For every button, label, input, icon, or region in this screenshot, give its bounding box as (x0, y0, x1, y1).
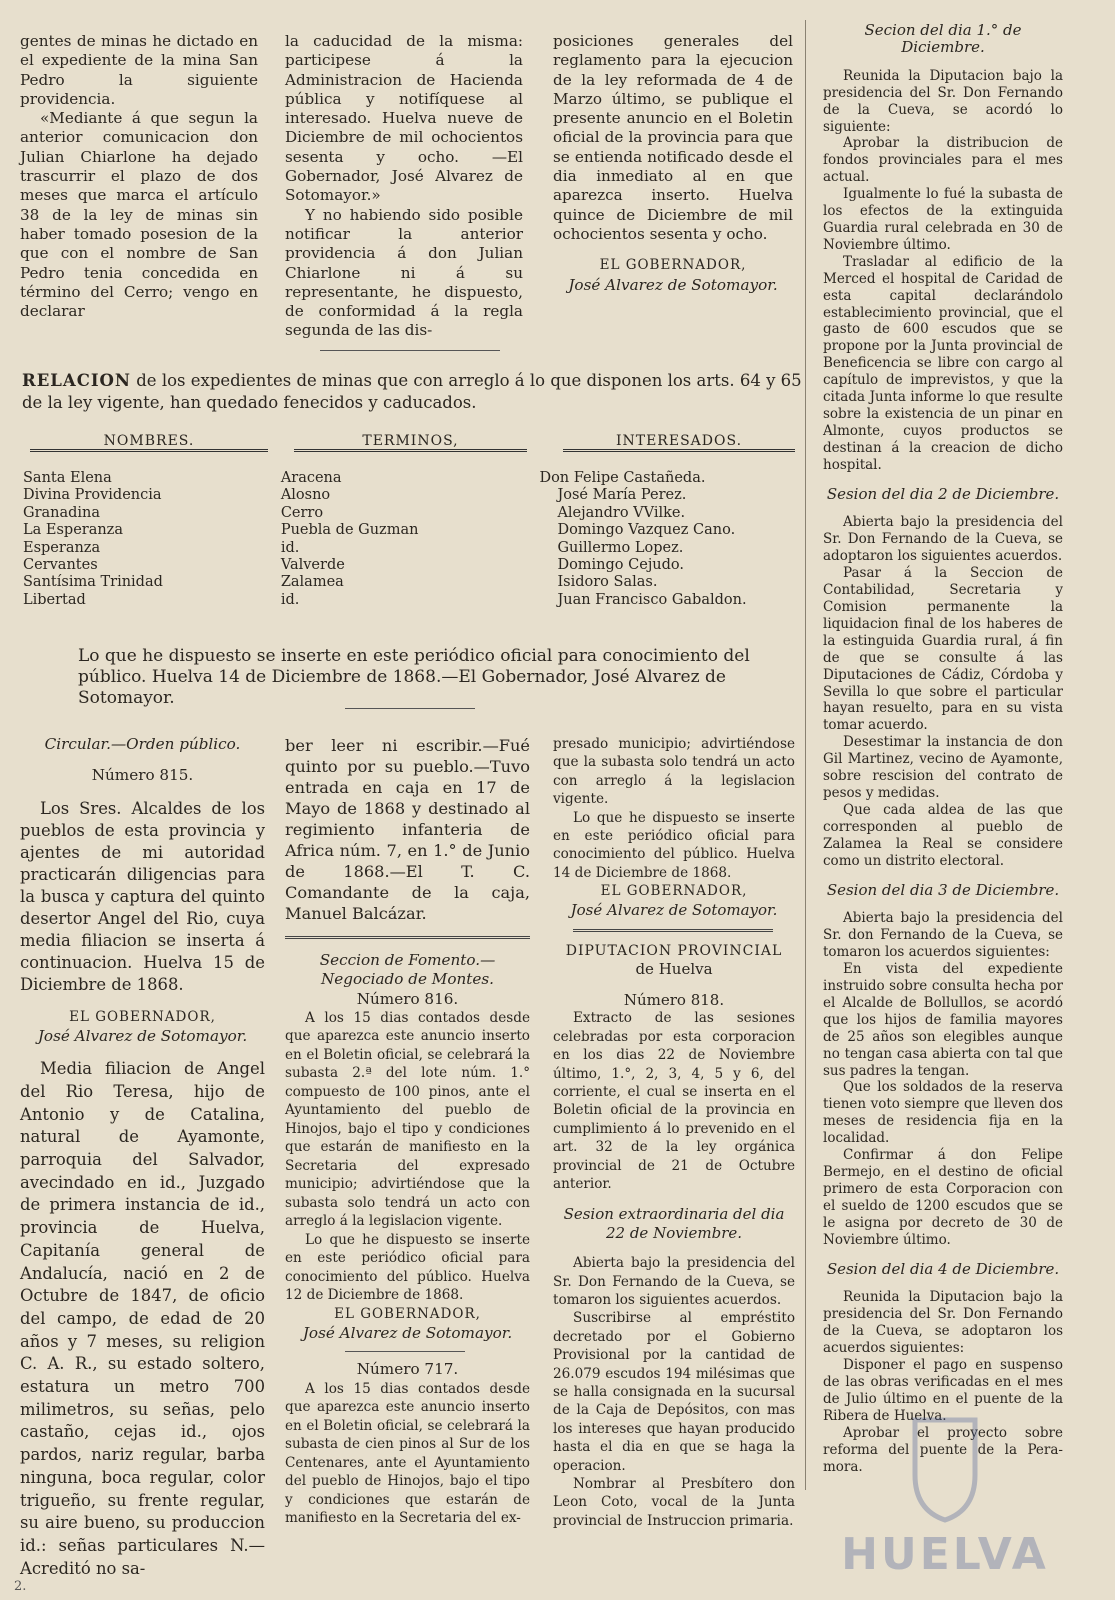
table-cell: Divina Providencia (23, 487, 162, 504)
paragraph: En vista del expediente instruido sobre consulta hecha por el Alcalde de Bollullos, se acordó que los hijos de familia mayores de 25 años son elegibles aunque no tengan casa abierta con tal que sus padres la tengan. (823, 961, 1063, 1079)
column-header-terminos: TERMINOS, (294, 433, 527, 452)
paragraph: Pasar á la Seccion de Contabilidad, Secretaria y Comision permanente la liquidacion final de los haberes de la estinguida Guardia rural, á fin de que se consulte á las Diputaciones de Cádiz, Córdoba y Sevilla lo que sobre el particular hayan resuelto, para en su vista tomar acuerdo. (823, 565, 1063, 734)
top-column-3 (553, 32, 793, 295)
section-title: Circular.—Orden público. (44, 735, 241, 753)
stamp-text: HUELVA (841, 1529, 1049, 1580)
paragraph: ber leer ni escribir.—Fué quinto por su pueblo.—Tuvo entrada en caja en 17 de Mayo de 1868 y destinado al regimiento infanteria de Africa núm. 7, en 1.° de Junio de 1868.—El T. C. Comandante de la caja, Manuel Balcázar. (285, 736, 530, 923)
table-cell: Guillermo Lopez. (557, 539, 684, 556)
section-subheading: de Huelva (635, 960, 713, 979)
paragraph: Abierta bajo la presidencia del Sr. don Fernando de la Cueva, se tomaron los acuerdos siguientes: (823, 910, 1063, 961)
top-column-2 (285, 32, 523, 341)
table-cell: Puebla de Guzman (280, 522, 419, 539)
session-heading: Secion del dia 1.° de Diciembre. (864, 21, 1022, 56)
lower-column-3 (553, 735, 795, 1530)
number-heading: Número 717. (356, 1360, 459, 1379)
paragraph: Igualmente lo fué la subasta de los efectos de la extinguida Guardia rural celebrada en 30 de Noviembre último. (823, 186, 1063, 253)
signature-title: EL GOBERNADOR, (334, 1305, 481, 1322)
right-column (823, 22, 1063, 1475)
column-header-interesados: INTERESADOS. (563, 433, 795, 452)
paragraph: A los 15 dias contados desde que aparezca este anuncio inserto en el Boletin oficial, se celebrará la subasta 2.ª del lote núm. 1.° compuesto de 100 pinos, ante el Ayuntamiento del pueblo de Hinojos, bajo el tipo y condiciones que estarán de manifiesto en la Secretaria del expresado municipio; advirtiéndose que la subasta solo tendrá un acto con arreglo á la legislacion vigente. (285, 1009, 530, 1230)
paragraph: gentes de minas he dictado en el expediente de la mina San Pedro la siguiente providencia. (20, 32, 258, 108)
table-row (23, 574, 803, 591)
column-header-nombres: NOMBRES. (30, 433, 268, 452)
paragraph: A los 15 dias contados desde que aparezca este anuncio inserto en el Boletin oficial, se celebrará la subasta de cien pinos al Sur de los Centenares, ante el Ayuntamiento del pueblo de Hinojos, bajo el tipo y condiciones que estarán de manifiesto en la Secretaria del ex- (285, 1380, 530, 1527)
table-cell: Alosno (280, 487, 331, 504)
paragraph: Lo que he dispuesto se inserte en este periódico oficial para conocimiento del público. Huelva 14 de Diciembre de 1868. (553, 809, 795, 881)
signature-title: EL GOBERNADOR, (69, 1008, 216, 1025)
column-divider (805, 20, 806, 1490)
session-heading: Sesion del dia 4 de Diciembre. (826, 1259, 1060, 1278)
signature-title: EL GOBERNADOR, (600, 883, 748, 900)
session-heading: Sesion del dia 2 de Diciembre. (826, 484, 1060, 503)
relacion-footer: Lo que he dispuesto se inserte en este periódico oficial para conocimiento del público. Huelva 14 de Diciembre de 1868.—El Gobernador, José Alvarez de Sotomayor. (78, 646, 750, 708)
table-row (23, 557, 803, 574)
table-cell: Esperanza (23, 539, 101, 556)
paragraph: Lo que he dispuesto se inserte en este periódico oficial para conocimiento del público. Huelva 12 de Diciembre de 1868. (285, 1231, 530, 1304)
signature-name: José Alvarez de Sotomayor. (37, 1026, 248, 1045)
section-title: Seccion de Fomento.—Negociado de Montes. (319, 951, 496, 989)
paragraph: Que los soldados de la reserva tienen voto siempre que lleven dos meses de residencia fija en la localidad. (823, 1079, 1063, 1147)
divider (573, 929, 773, 932)
table-cell: Zalamea (280, 574, 344, 591)
lower-column-1 (20, 735, 265, 1580)
table-cell: Don Felipe Castañeda. (539, 470, 706, 486)
table-row (23, 592, 803, 609)
table-cell: La Esperanza (23, 522, 123, 539)
section-heading: DIPUTACION PROVINCIAL (565, 943, 783, 960)
paragraph: Aprobar el proyecto sobre reforma del puente de la Pera-mora. (823, 1424, 1063, 1475)
paragraph: Abierta bajo la presidencia del Sr. Don Fernando de la Cueva, se adoptaron los siguientes acuerdos. (823, 514, 1063, 565)
paragraph: Los Sres. Alcaldes de los pueblos de esta provincia y ajentes de mi autoridad practicarán diligencias para la busca y captura del quinto desertor Angel del Rio, cuya media filiacion se inserta á continuacion. Huelva 15 de Diciembre de 1868. (20, 798, 265, 994)
number-heading: Número 818. (623, 990, 725, 1009)
paragraph: Y no habiendo sido posible notificar la anterior providencia á don Julian Chiarlone ni á su representante, he dispuesto, de conformidad á la regla segunda de las dis- (285, 205, 523, 340)
table-cell: Granadina (23, 504, 101, 521)
paragraph: Abierta bajo la presidencia del Sr. Don Fernando de la Cueva, se tomaron los siguientes acuerdos. (553, 1255, 795, 1308)
table-row (23, 487, 803, 504)
paragraph: Extracto de las sesiones celebradas por esta corporacion en los dias 22 de Noviembre último, 1.°, 2, 3, 4, 5 y 6, del corriente, el cual se inserta en el Boletin oficial de la provincia en cumplimiento á lo prevenido en el art. 32 de la ley orgánica provincial de 21 de Octubre anterior. (553, 1010, 795, 1192)
top-column-1 (20, 32, 258, 321)
table-cell: Valverde (280, 557, 345, 574)
relacion-title (22, 370, 812, 414)
paragraph: posiciones generales del reglamento para la ejecucion de la ley reformada de 4 de Marzo último, se publique el presente anuncio en el Boletin oficial de la provincia para que se entienda notificado desde el dia inmediato al en que aparezca inserto. Huelva quince de Diciembre de mil ochocientos sesenta y ocho. (553, 32, 793, 243)
archive-stamp (825, 1470, 1065, 1580)
relacion-lead: RELACION (22, 371, 131, 390)
paragraph: Aprobar la distribucion de fondos provinciales para el mes actual. (823, 135, 1063, 186)
paragraph: Que cada aldea de las que corresponden al pueblo de Zalamea la Real se considere como un distrito electoral. (823, 801, 1063, 869)
paragraph: Suscribirse al empréstito decretado por el Gobierno Provisional por la cantidad de 26.079 escudos 194 milésimas que se halla consignada en la sucursal de la Caja de Depósitos, con mas los intereses que hayan producido hasta el dia en que se haga la operacion. (553, 1310, 795, 1474)
table-cell: Domingo Cejudo. (557, 557, 685, 574)
table-cell: Santa Elena (23, 470, 112, 486)
session-heading: Sesion extraordinaria del dia 22 de Noviembre. (563, 1205, 785, 1242)
relacion-table (23, 470, 803, 609)
table-cell: Aracena (280, 470, 342, 486)
signature-name: José Alvarez de Sotomayor. (302, 1324, 513, 1343)
divider (345, 1351, 465, 1352)
divider (285, 936, 530, 939)
paragraph: Nombrar al Presbítero don Leon Coto, vocal de la Junta provincial de Instruccion primaria. (553, 1476, 795, 1529)
paragraph: la caducidad de la misma: participese á la Administracion de Hacienda pública y notifíquese al interesado. Huelva nueve de Diciembre de mil ochocientos sesenta y ocho. —El Gobernador, José Alvarez de Sotomayor.» (285, 32, 523, 205)
table-row (23, 505, 803, 522)
table-cell: Libertad (23, 591, 86, 608)
paragraph: Confirmar á don Felipe Bermejo, en el destino de oficial primero de esta Corporacion con el sueldo de 1200 escudos que se le asigna por decreto de 30 de Noviembre último. (823, 1147, 1063, 1248)
shield-icon (910, 1415, 980, 1525)
signature-name: José Alvarez de Sotomayor. (568, 275, 778, 294)
paragraph: Desestimar la instancia de don Gil Martinez, vecino de Ayamonte, sobre rescision del contrato de pesos y medidas. (823, 734, 1063, 801)
paragraph: presado municipio; advirtiéndose que la subasta solo tendrá un acto con arreglo á la legislacion vigente. (553, 736, 795, 808)
number-heading: Número 815. (91, 766, 194, 785)
table-cell: Cervantes (23, 557, 98, 574)
table-cell: Domingo Vazquez Cano. (557, 522, 736, 539)
table-row (23, 470, 803, 487)
number-heading: Número 816. (356, 989, 459, 1008)
table-cell: id. (280, 591, 300, 608)
signature-title: EL GOBERNADOR, (599, 257, 747, 274)
table-cell: José María Perez. (557, 487, 687, 504)
table-row (23, 540, 803, 557)
divider (320, 350, 500, 351)
paragraph: Reunida la Diputacion bajo la presidencia del Sr. Don Fernando de la Cueva, se adoptaron los acuerdos siguientes: (823, 1289, 1063, 1357)
table-cell: Isidoro Salas. (557, 574, 658, 591)
table-cell: Santísima Trinidad (23, 574, 163, 591)
page-mark: 2. (14, 1579, 27, 1594)
session-heading: Sesion del dia 3 de Diciembre. (826, 880, 1060, 899)
paragraph: Media filiacion de Angel del Rio Teresa, hijo de Antonio y de Catalina, natural de Ayamonte, parroquia del Salvador, avecindado en id., Juzgado de primera instancia de id., provincia de Huelva, Capitanía general de Andalucía, nació en 2 de Octubre de 1847, de oficio del campo, de edad de 20 años y 7 meses, su religion C. A. R., su estado soltero, estatura un metro 700 milimetros, su señas, pelo castaño, cejas id., ojos pardos, nariz regular, barba ninguna, boca regular, color trigueño, su frente regular, su aire bueno, su produccion id.: señas particulares N.—Acreditó no sa- (20, 1059, 265, 1578)
table-cell: Alejandro VVilke. (557, 504, 686, 521)
table-cell: Juan Francisco Gabaldon. (557, 591, 747, 608)
paragraph: Disponer el pago en suspenso de las obras verificadas en el mes de Julio último en el puente de la Ribera de Huelva. (823, 1357, 1063, 1424)
divider (345, 708, 475, 709)
paragraph: Trasladar al edificio de la Merced el hospital de Caridad de esta capital declarándolo establecimiento provincial, que el gasto de 600 escudos que se propone por la Junta provincial de Beneficencia se libre con cargo al capítulo de imprevistos, y que la citada Junta informe lo que resulte sobre la existencia de un pinar en Almonte, cuyos productos se destinan á la creacion de dicho hospital. (823, 253, 1063, 473)
relacion-title-text: de los expedientes de minas que con arreglo á lo que disponen los arts. 64 y 65 de la ley vigente, han quedado fenecidos y caducados. (22, 371, 802, 412)
lower-column-2 (285, 735, 530, 1528)
table-cell: Cerro (280, 504, 324, 521)
table-row (23, 522, 803, 539)
paragraph: «Mediante á que segun la anterior comunicacion don Julian Chiarlone ha dejado trascurrir el plazo de dos meses que marca el artículo 38 de la ley de minas sin haber tomado posesion de la que con el nombre de San Pedro tenia concedida en término del Cerro; vengo en declarar (20, 109, 258, 321)
table-cell: id. (280, 539, 300, 556)
paragraph: Reunida la Diputacion bajo la presidencia del Sr. Don Fernando de la Cueva, se acordó lo siguiente: (823, 67, 1063, 135)
signature-name: José Alvarez de Sotomayor. (570, 900, 778, 919)
